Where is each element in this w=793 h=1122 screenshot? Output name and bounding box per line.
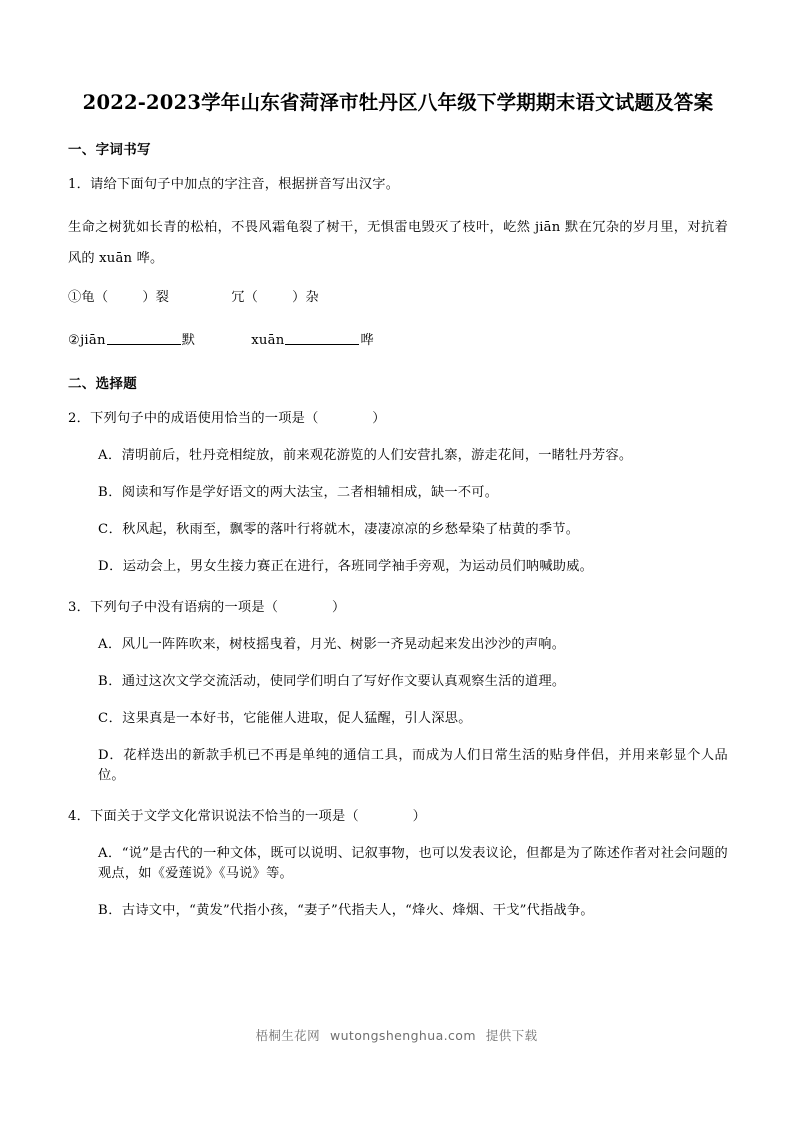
option-label: D． <box>98 748 124 763</box>
option-label: A． <box>98 637 122 652</box>
question-2-option-d[interactable] <box>68 557 728 577</box>
option-label: B． <box>98 485 122 500</box>
question-1-text: 请给下面句子中加点的字注音，根据拼音写出汉字。 <box>90 177 400 192</box>
question-4-option-b[interactable] <box>68 901 728 921</box>
question-2-stem <box>68 409 728 429</box>
question-4-number: 4． <box>68 809 91 824</box>
option-text: 秋风起，秋雨至，飘零的落叶行将就木，凄凄凉凉的乡愁晕染了枯黄的季节。 <box>122 522 580 537</box>
option-label: B． <box>98 903 122 918</box>
question-3 <box>68 598 728 786</box>
option-text: 花样迭出的新款手机已不再是单纯的通信工具，而成为人们日常生活的贴身伴侣，并用来彰显个人品位。 <box>98 748 728 783</box>
option-text: 通过这次文学交流活动，使同学们明白了写好作文要认真观察生活的道理。 <box>121 674 566 689</box>
document-content <box>68 88 728 938</box>
option-label: A． <box>98 846 122 861</box>
question-4-stem <box>68 807 728 827</box>
option-text: 运动会上，男女生接力赛正在进行，各班同学袖手旁观，为运动员们呐喊助威。 <box>122 559 594 574</box>
blank-1-label-c: 冗（ <box>231 290 259 305</box>
question-3-option-b[interactable] <box>68 672 728 692</box>
blank-2-label-a: ②jiān <box>68 333 106 348</box>
blank-2-answer-b[interactable] <box>285 331 359 345</box>
option-text: 清明前后，牡丹竞相绽放，前来观花游览的人们安营扎寨，游走花间，一睹牡丹芳容。 <box>121 448 633 463</box>
option-label: A． <box>98 448 122 463</box>
question-4 <box>68 807 728 921</box>
question-3-stem <box>68 598 728 618</box>
option-label: B． <box>98 674 122 689</box>
question-3-option-c[interactable] <box>68 709 728 729</box>
option-label: C． <box>98 522 123 537</box>
option-text: 阅读和写作是学好语文的两大法宝，二者相辅相成，缺一不可。 <box>121 485 499 500</box>
question-2 <box>68 409 728 577</box>
question-1-blank-row-1 <box>68 288 728 308</box>
question-2-option-c[interactable] <box>68 520 728 540</box>
blank-2-answer-a[interactable] <box>107 331 181 345</box>
page-title: 2022-2023学年山东省菏泽市牡丹区八年级下学期期末语文试题及答案 <box>82 91 714 114</box>
section-heading-2: 二、选择题 <box>68 376 137 392</box>
option-text: “说”是古代的一种文体，既可以说明、记叙事物，也可以发表议论，但都是为了陈述作者对社会问题的观点，如《爱莲说》《马说》等。 <box>98 846 728 881</box>
question-1-passage: 生命之树犹如长青的松柏，不畏风霜龟裂了树干，无惧雷电毁灭了枝叶，屹然 jiān 默在冗杂的岁月里，对抗着风的 xuān 哗。 <box>68 220 728 266</box>
blank-2-label-c: xuān <box>251 333 285 348</box>
option-label: C． <box>98 711 123 726</box>
blank-2-label-d: 哗 <box>360 333 374 348</box>
blank-1-label-d: ）杂 <box>292 290 319 305</box>
option-text: 风儿一阵阵吹来，树枝摇曳着，月光、树影一齐晃动起来发出沙沙的声响。 <box>121 637 566 652</box>
option-text: 古诗文中，“黄发”代指小孩，“妻子”代指夫人，“烽火、烽烟、干戈”代指战争。 <box>121 903 594 918</box>
question-2-option-b[interactable] <box>68 483 728 503</box>
question-3-number: 3． <box>68 600 91 615</box>
question-1 <box>68 175 728 351</box>
footer-url: wutongshenghua.com <box>329 1028 476 1043</box>
question-1-stem <box>68 175 728 195</box>
question-2-text: 下列句子中的成语使用恰当的一项是（ ） <box>90 411 386 426</box>
footer-watermark <box>0 1026 793 1044</box>
blank-1-label-a: ①龟（ <box>68 290 109 305</box>
question-3-option-a[interactable] <box>68 635 728 655</box>
question-4-text: 下面关于文学文化常识说法不恰当的一项是（ ） <box>90 809 427 824</box>
footer-site-name: 梧桐生花网 <box>255 1028 320 1043</box>
question-1-number: 1． <box>68 177 91 192</box>
section-heading-1: 一、字词书写 <box>68 142 151 158</box>
option-text: 这果真是一本好书，它能催人进取，促人猛醒，引人深思。 <box>122 711 472 726</box>
question-3-option-d[interactable] <box>68 746 728 786</box>
question-1-blank-row-2 <box>68 331 728 351</box>
question-2-number: 2． <box>68 411 91 426</box>
footer-note: 提供下载 <box>485 1028 538 1043</box>
blank-1-label-b: ）裂 <box>142 290 170 305</box>
question-3-text: 下列句子中没有语病的一项是（ ） <box>90 600 346 615</box>
option-label: D． <box>98 559 123 574</box>
question-2-option-a[interactable] <box>68 446 728 466</box>
question-4-option-a[interactable] <box>68 844 728 884</box>
blank-2-label-b: 默 <box>181 333 196 348</box>
